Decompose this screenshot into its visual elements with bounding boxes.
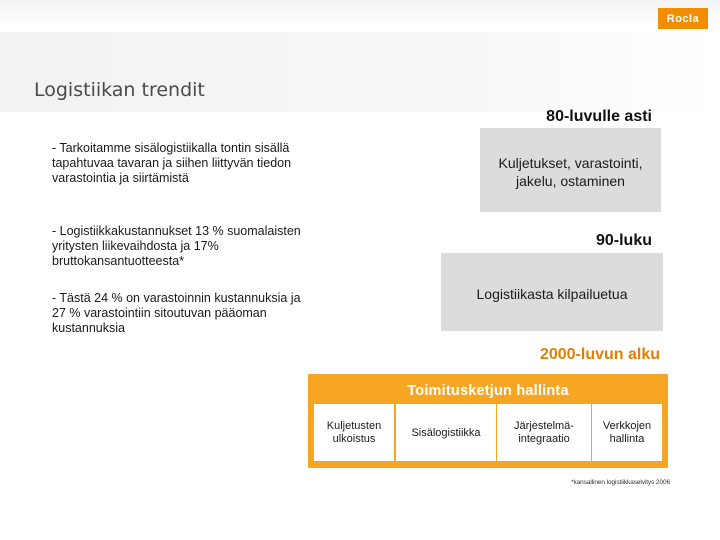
supply-chain-title: Toimitusketjun hallinta: [407, 383, 569, 399]
card-system-integration: Järjestelmä-integraatio: [497, 404, 591, 461]
era-heading-80s: 80-luvulle asti: [546, 108, 652, 125]
era-heading-90s: 90-luku: [595, 232, 652, 249]
era-box-90s: Logistiikasta kilpailuetua: [441, 253, 663, 331]
rocla-logo: Rocla: [658, 8, 708, 29]
top-border: [0, 0, 720, 28]
bullet-logistics-costs: - Logistiikkakustannukset 13 % suomalaisten yritysten liikevaihdosta ja 17% bruttokansantuotteesta*: [52, 224, 301, 268]
card-outsourcing: Kuljetusten ulkoistus: [314, 404, 395, 461]
era-box-80s: Kuljetukset, varastointi, jakelu, ostaminen: [480, 128, 661, 212]
bullet-storage-share: - Tästä 24 % on varastoinnin kustannuksia ja 27 % varastointiin sitoutuvan pääoman kustannuksia: [52, 291, 301, 335]
supply-chain-box: [308, 374, 668, 468]
slide-title: Logistiikan trendit: [34, 79, 205, 101]
bullet-definition: - Tarkoitamme sisälogistiikalla tontin sisällä tapahtuvaa tavaran ja siihen liittyvän tiedon varastointia ja siirtämistä: [52, 141, 292, 185]
era-heading-2000s: 2000-luvun alku: [539, 346, 660, 363]
card-intralogistics: Sisälogistiikka: [396, 404, 496, 461]
card-network-management: Verkkojen hallinta: [592, 404, 662, 461]
footnote: *kansallinen logistiikkaselvitys 2006: [571, 479, 670, 486]
